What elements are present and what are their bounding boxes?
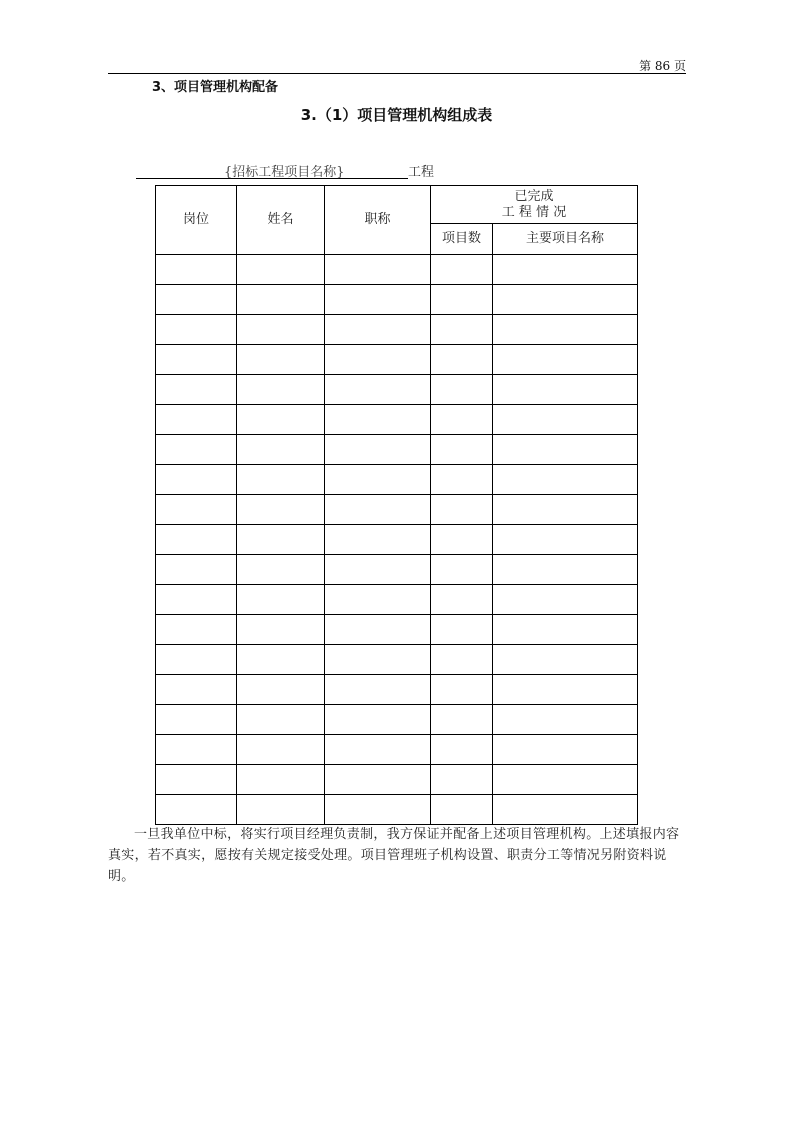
table-cell[interactable] bbox=[493, 435, 638, 465]
table-row bbox=[156, 525, 638, 555]
table-cell[interactable] bbox=[237, 435, 325, 465]
table-cell[interactable] bbox=[325, 435, 431, 465]
table-cell[interactable] bbox=[493, 255, 638, 285]
table-cell[interactable] bbox=[237, 315, 325, 345]
table-cell[interactable] bbox=[431, 615, 493, 645]
table-cell[interactable] bbox=[325, 645, 431, 675]
table-cell[interactable] bbox=[493, 795, 638, 825]
table-cell[interactable] bbox=[493, 375, 638, 405]
table-cell[interactable] bbox=[431, 735, 493, 765]
project-name-line bbox=[136, 161, 456, 181]
table-cell[interactable] bbox=[493, 405, 638, 435]
table-row bbox=[156, 765, 638, 795]
project-name-placeholder: {招标工程项目名称} bbox=[224, 165, 345, 180]
table-cell[interactable] bbox=[431, 345, 493, 375]
table-cell[interactable] bbox=[431, 765, 493, 795]
table-cell[interactable] bbox=[156, 375, 237, 405]
page-number: 第 86 页 bbox=[639, 59, 686, 73]
table-row bbox=[156, 435, 638, 465]
table-cell[interactable] bbox=[325, 285, 431, 315]
table-cell[interactable] bbox=[325, 465, 431, 495]
table-cell[interactable] bbox=[237, 405, 325, 435]
table-cell[interactable] bbox=[156, 615, 237, 645]
table-cell[interactable] bbox=[431, 645, 493, 675]
table-cell[interactable] bbox=[325, 255, 431, 285]
table-cell[interactable] bbox=[325, 675, 431, 705]
header-main-projects: 主要项目名称 bbox=[493, 224, 638, 255]
table-cell[interactable] bbox=[431, 375, 493, 405]
section-heading: 3、项目管理机构配备 bbox=[152, 80, 279, 95]
table-title: 3.（1）项目管理机构组成表 bbox=[300, 106, 493, 124]
table-cell[interactable] bbox=[237, 495, 325, 525]
table-row bbox=[156, 555, 638, 585]
header-completed bbox=[431, 186, 638, 224]
table-row bbox=[156, 255, 638, 285]
table-cell[interactable] bbox=[325, 735, 431, 765]
table-cell[interactable] bbox=[156, 255, 237, 285]
table-cell[interactable] bbox=[237, 375, 325, 405]
table-cell[interactable] bbox=[156, 735, 237, 765]
table-cell[interactable] bbox=[237, 645, 325, 675]
table-cell[interactable] bbox=[325, 345, 431, 375]
table-cell[interactable] bbox=[237, 735, 325, 765]
header-name: 姓名 bbox=[237, 186, 325, 255]
table-cell[interactable] bbox=[156, 345, 237, 375]
table-cell[interactable] bbox=[431, 465, 493, 495]
table-cell[interactable] bbox=[493, 525, 638, 555]
table-cell[interactable] bbox=[156, 645, 237, 675]
table-cell[interactable] bbox=[493, 645, 638, 675]
table-cell[interactable] bbox=[237, 555, 325, 585]
header-position: 岗位 bbox=[156, 186, 237, 255]
table-row bbox=[156, 645, 638, 675]
table-cell[interactable] bbox=[431, 705, 493, 735]
table-body bbox=[156, 255, 638, 825]
table-cell[interactable] bbox=[325, 765, 431, 795]
table-cell[interactable] bbox=[431, 285, 493, 315]
table-cell[interactable] bbox=[237, 285, 325, 315]
table-cell[interactable] bbox=[493, 465, 638, 495]
table-cell[interactable] bbox=[325, 705, 431, 735]
table-row bbox=[156, 315, 638, 345]
table-cell[interactable] bbox=[156, 795, 237, 825]
table-cell[interactable] bbox=[156, 315, 237, 345]
table-row bbox=[156, 495, 638, 525]
table-row bbox=[156, 615, 638, 645]
header-title: 职称 bbox=[325, 186, 431, 255]
table-row bbox=[156, 285, 638, 315]
table-cell[interactable] bbox=[493, 765, 638, 795]
table-cell[interactable] bbox=[431, 315, 493, 345]
table-cell[interactable] bbox=[156, 585, 237, 615]
table-cell[interactable] bbox=[325, 405, 431, 435]
table-cell[interactable] bbox=[156, 555, 237, 585]
table-cell[interactable] bbox=[237, 525, 325, 555]
table-cell[interactable] bbox=[493, 675, 638, 705]
table-row bbox=[156, 375, 638, 405]
org-table bbox=[155, 185, 638, 825]
table-row bbox=[156, 795, 638, 825]
table-cell[interactable] bbox=[156, 285, 237, 315]
table-cell[interactable] bbox=[156, 765, 237, 795]
table-row bbox=[156, 675, 638, 705]
table-cell[interactable] bbox=[325, 495, 431, 525]
table-row bbox=[156, 705, 638, 735]
table-row bbox=[156, 585, 638, 615]
table-cell[interactable] bbox=[325, 525, 431, 555]
table-cell[interactable] bbox=[237, 585, 325, 615]
table-cell[interactable] bbox=[156, 435, 237, 465]
table-cell[interactable] bbox=[237, 705, 325, 735]
table-cell[interactable] bbox=[156, 675, 237, 705]
table-cell[interactable] bbox=[431, 255, 493, 285]
table-cell[interactable] bbox=[431, 495, 493, 525]
table-cell[interactable] bbox=[237, 675, 325, 705]
table-cell[interactable] bbox=[325, 795, 431, 825]
project-suffix: 工程 bbox=[408, 165, 435, 180]
table-row bbox=[156, 465, 638, 495]
table-cell[interactable] bbox=[156, 525, 237, 555]
table-cell[interactable] bbox=[156, 705, 237, 735]
table-cell[interactable] bbox=[325, 615, 431, 645]
table-cell[interactable] bbox=[493, 495, 638, 525]
table-cell[interactable] bbox=[237, 765, 325, 795]
table-cell[interactable] bbox=[325, 555, 431, 585]
table-cell[interactable] bbox=[237, 795, 325, 825]
table-row bbox=[156, 735, 638, 765]
table-cell[interactable] bbox=[493, 555, 638, 585]
table-cell[interactable] bbox=[493, 735, 638, 765]
table-cell[interactable] bbox=[156, 495, 237, 525]
header-completed-line2: 工 程 情 况 bbox=[501, 204, 567, 220]
header-rule bbox=[108, 73, 686, 74]
table-cell[interactable] bbox=[431, 405, 493, 435]
table-cell[interactable] bbox=[237, 465, 325, 495]
table-cell[interactable] bbox=[237, 615, 325, 645]
table-cell[interactable] bbox=[325, 585, 431, 615]
table-cell[interactable] bbox=[237, 255, 325, 285]
table-cell[interactable] bbox=[493, 345, 638, 375]
table-cell[interactable] bbox=[493, 615, 638, 645]
table-row bbox=[156, 345, 638, 375]
table-cell[interactable] bbox=[156, 465, 237, 495]
table-cell[interactable] bbox=[325, 315, 431, 345]
table-row bbox=[156, 405, 638, 435]
table-cell[interactable] bbox=[431, 795, 493, 825]
commitment-paragraph: 一旦我单位中标，将实行项目经理负责制，我方保证并配备上述项目管理机构。上述填报内容真实，若不真实，愿按有关规定接受处理。项目管理班子机构设置、职责分工等情况另附资料说明。 bbox=[108, 827, 680, 884]
table-cell[interactable] bbox=[237, 345, 325, 375]
table-cell[interactable] bbox=[431, 585, 493, 615]
table-cell[interactable] bbox=[431, 555, 493, 585]
table-cell[interactable] bbox=[431, 675, 493, 705]
table-cell[interactable] bbox=[493, 705, 638, 735]
table-cell[interactable] bbox=[431, 525, 493, 555]
table-cell[interactable] bbox=[493, 285, 638, 315]
header-project-count: 项目数 bbox=[431, 224, 493, 255]
header-completed-line1: 已完成 bbox=[514, 188, 554, 204]
table-cell[interactable] bbox=[325, 375, 431, 405]
table-cell[interactable] bbox=[493, 315, 638, 345]
table-cell[interactable] bbox=[156, 405, 237, 435]
table-cell[interactable] bbox=[431, 435, 493, 465]
table-cell[interactable] bbox=[493, 585, 638, 615]
